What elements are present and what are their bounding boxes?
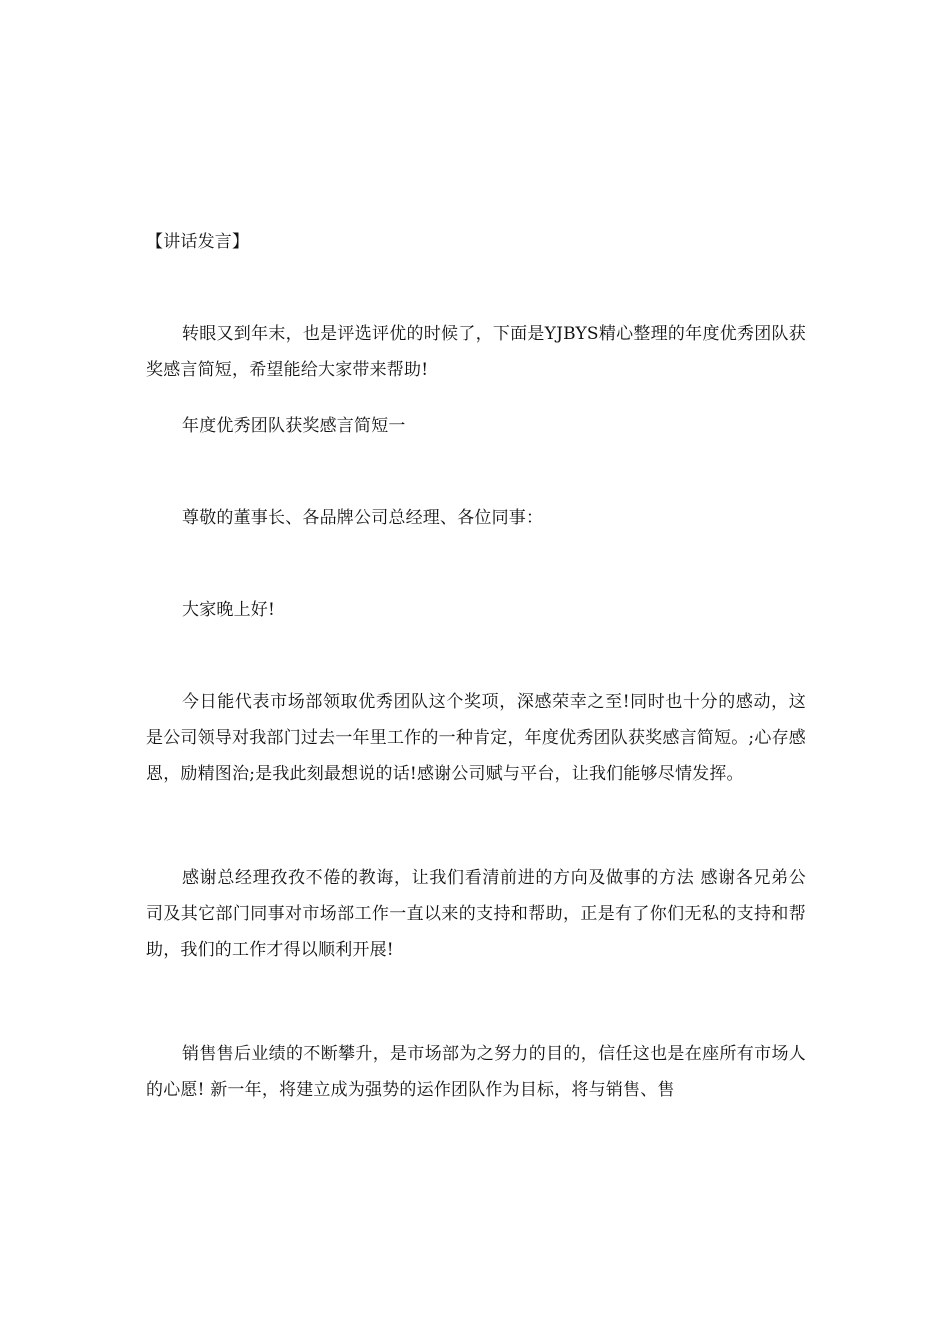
greeting: 大家晚上好! <box>182 600 276 620</box>
intro-paragraph: 转眼又到年末，也是评选评优的时候了，下面是YJBYS精心整理的年度优秀团队获奖感言简短，希望能给大家带来帮助! <box>146 324 806 380</box>
salutation: 尊敬的董事长、各品牌公司总经理、各位同事： <box>182 508 544 528</box>
subtitle: 年度优秀团队获奖感言简短一 <box>182 416 406 436</box>
paragraph-1: 今日能代表市场部领取优秀团队这个奖项，深感荣幸之至!同时也十分的感动，这是公司领导对我部门过去一年里工作的一种肯定，年度优秀团队获奖感言简短。;心存感恩，励精图治;是我此刻最想说的话!感谢公司赋与平台，让我们能够尽情发挥。 <box>146 692 806 784</box>
section-tag: 【讲话发言】 <box>146 232 250 252</box>
paragraph-2: 感谢总经理孜孜不倦的教诲，让我们看清前进的方向及做事的方法 感谢各兄弟公司及其它部门同事对市场部工作一直以来的支持和帮助，正是有了你们无私的支持和帮助，我们的工作才得以顺利开展! <box>146 868 806 960</box>
document-body <box>146 224 806 1108</box>
paragraph-3: 销售售后业绩的不断攀升，是市场部为之努力的目的，信任这也是在座所有市场人的心愿! 新一年，将建立成为强势的运作团队作为目标，将与销售、售 <box>146 1044 806 1100</box>
